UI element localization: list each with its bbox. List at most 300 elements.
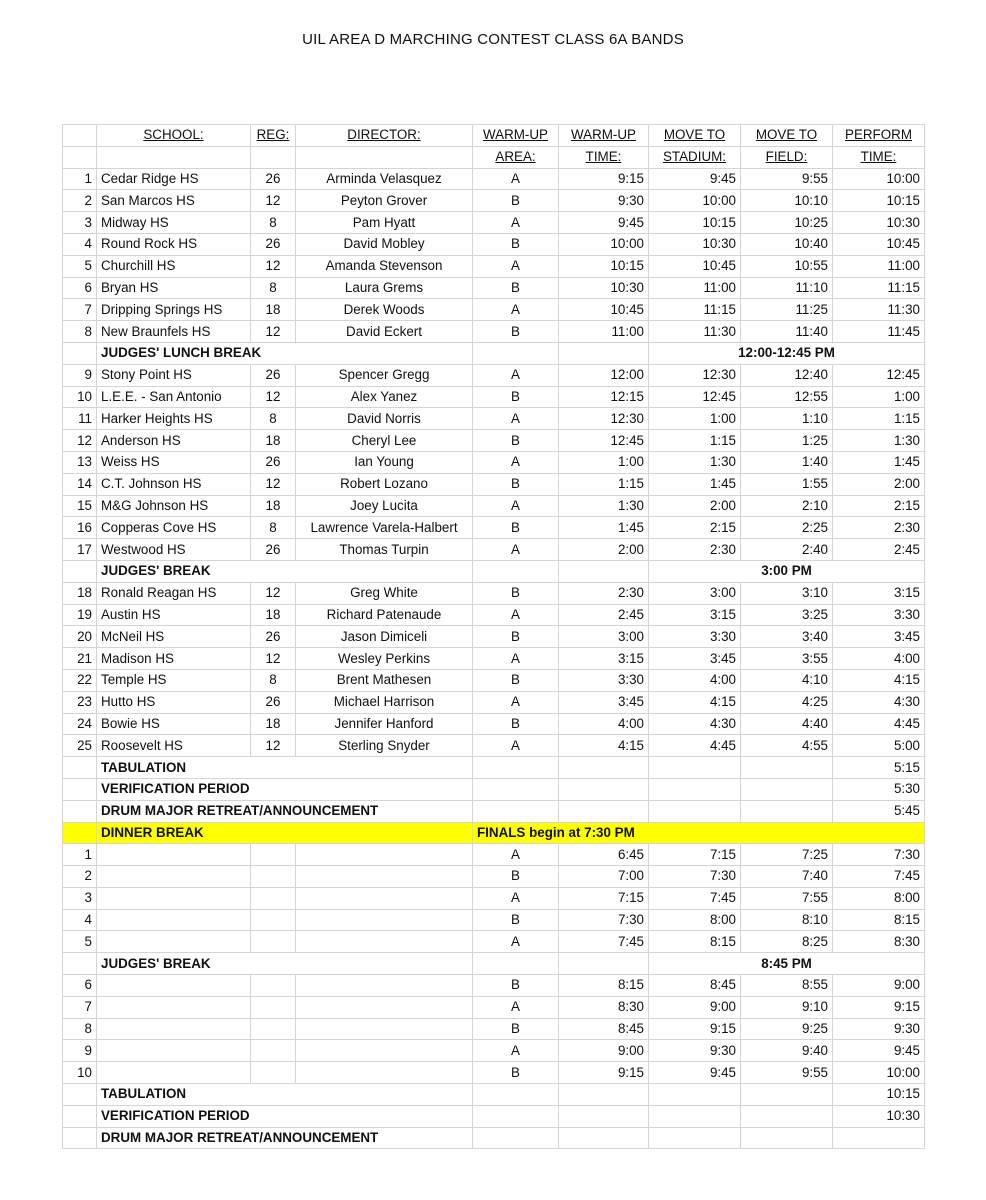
row-number: 18: [63, 582, 97, 604]
move-to-stadium-cell: 10:00: [649, 190, 741, 212]
director-cell: Laura Grems: [296, 277, 473, 299]
move-to-field-cell: 11:25: [741, 299, 833, 321]
warmup-area-cell: A: [473, 735, 559, 757]
director-cell: Jason Dimiceli: [296, 626, 473, 648]
warmup-area-cell: B: [473, 669, 559, 691]
school-cell: Anderson HS: [97, 430, 251, 452]
warmup-area-cell: A: [473, 931, 559, 953]
move-to-field-cell: 1:40: [741, 451, 833, 473]
warmup-area-cell: A: [473, 996, 559, 1018]
reg-cell: [251, 887, 296, 909]
move-to-stadium-cell: 12:45: [649, 386, 741, 408]
dinner-break-label: DINNER BREAK: [97, 822, 473, 844]
reg-cell: 12: [251, 190, 296, 212]
table-row: [63, 190, 925, 212]
warmup-time-cell: 4:15: [559, 735, 649, 757]
move-to-field-cell: 8:25: [741, 931, 833, 953]
reg-cell: 26: [251, 539, 296, 561]
row-number: 7: [63, 299, 97, 321]
move-to-field-cell: 3:40: [741, 626, 833, 648]
school-cell: [97, 844, 251, 866]
director-cell: [296, 1062, 473, 1084]
warmup-area-cell: A: [473, 168, 559, 190]
director-cell: Derek Woods: [296, 299, 473, 321]
move-to-field-cell: 10:40: [741, 233, 833, 255]
row-number: 15: [63, 495, 97, 517]
perform-time-cell: 9:15: [833, 996, 925, 1018]
move-to-field-cell: 4:55: [741, 735, 833, 757]
school-cell: [97, 1040, 251, 1062]
move-to-stadium-cell: 9:00: [649, 996, 741, 1018]
perform-time-cell: 4:15: [833, 669, 925, 691]
reg-cell: 26: [251, 451, 296, 473]
warmup-area-cell: A: [473, 648, 559, 670]
table-row: [63, 212, 925, 234]
perform-time-cell: 11:00: [833, 255, 925, 277]
empty-cell: [741, 1084, 833, 1106]
perform-time-cell: 10:00: [833, 168, 925, 190]
warmup-time-cell: 8:15: [559, 975, 649, 997]
school-cell: Madison HS: [97, 648, 251, 670]
move-to-field-cell: 11:40: [741, 321, 833, 343]
perform-time-cell: [833, 1127, 925, 1149]
move-to-field-cell: 10:10: [741, 190, 833, 212]
warmup-time-cell: 12:00: [559, 364, 649, 386]
table-row: [63, 430, 925, 452]
empty-cell: [63, 757, 97, 779]
table-row: [63, 669, 925, 691]
school-cell: Ronald Reagan HS: [97, 582, 251, 604]
header-row-1: [63, 125, 925, 147]
row-number: 8: [63, 321, 97, 343]
break-label: JUDGES' BREAK: [97, 560, 473, 582]
reg-cell: 12: [251, 473, 296, 495]
school-cell: San Marcos HS: [97, 190, 251, 212]
warmup-area-cell: A: [473, 604, 559, 626]
header-cell: [296, 146, 473, 168]
move-to-stadium-cell: 3:00: [649, 582, 741, 604]
warmup-area-cell: B: [473, 233, 559, 255]
warmup-time-cell: 9:45: [559, 212, 649, 234]
break-row: [63, 560, 925, 582]
move-to-stadium-cell: 8:45: [649, 975, 741, 997]
move-to-stadium-cell: 9:45: [649, 1062, 741, 1084]
perform-time-cell: 10:15: [833, 1084, 925, 1106]
move-to-stadium-cell: 2:30: [649, 539, 741, 561]
school-cell: Austin HS: [97, 604, 251, 626]
header-cell: [63, 146, 97, 168]
warmup-time-cell: 1:15: [559, 473, 649, 495]
move-to-field-cell: 11:10: [741, 277, 833, 299]
move-to-stadium-cell: 4:15: [649, 691, 741, 713]
header-perform-time: PERFORM: [833, 125, 925, 147]
row-number: 12: [63, 430, 97, 452]
school-cell: Bowie HS: [97, 713, 251, 735]
empty-cell: [741, 800, 833, 822]
empty-cell: [741, 757, 833, 779]
warmup-area-cell: B: [473, 582, 559, 604]
table-row: [63, 844, 925, 866]
row-number: 10: [63, 386, 97, 408]
warmup-area-cell: A: [473, 255, 559, 277]
empty-cell: [63, 1084, 97, 1106]
warmup-time-cell: 3:30: [559, 669, 649, 691]
warmup-time-cell: 7:30: [559, 909, 649, 931]
move-to-stadium-cell: 7:30: [649, 866, 741, 888]
row-number: 4: [63, 233, 97, 255]
school-cell: Weiss HS: [97, 451, 251, 473]
page-title: UIL AREA D MARCHING CONTEST CLASS 6A BANDS: [302, 31, 684, 48]
table-row: [63, 735, 925, 757]
header-time-perform: TIME:: [833, 146, 925, 168]
perform-time-cell: 2:45: [833, 539, 925, 561]
empty-cell: [741, 1127, 833, 1149]
event-row: [63, 1084, 925, 1106]
dinner-break-row: [63, 822, 925, 844]
warmup-time-cell: 9:15: [559, 168, 649, 190]
director-cell: Sterling Snyder: [296, 735, 473, 757]
empty-cell: [473, 778, 559, 800]
director-cell: Jennifer Hanford: [296, 713, 473, 735]
row-number: 6: [63, 277, 97, 299]
move-to-stadium-cell: 4:45: [649, 735, 741, 757]
row-number: 7: [63, 996, 97, 1018]
reg-cell: 12: [251, 648, 296, 670]
warmup-area-cell: A: [473, 691, 559, 713]
perform-time-cell: 3:15: [833, 582, 925, 604]
empty-cell: [559, 560, 649, 582]
warmup-time-cell: 9:15: [559, 1062, 649, 1084]
move-to-field-cell: 3:25: [741, 604, 833, 626]
move-to-stadium-cell: 1:30: [649, 451, 741, 473]
empty-cell: [649, 757, 741, 779]
empty-cell: [63, 822, 97, 844]
empty-cell: [473, 800, 559, 822]
row-number: 20: [63, 626, 97, 648]
move-to-stadium-cell: 1:45: [649, 473, 741, 495]
table-row: [63, 604, 925, 626]
table-row: [63, 386, 925, 408]
move-to-field-cell: 3:10: [741, 582, 833, 604]
school-cell: McNeil HS: [97, 626, 251, 648]
table-row: [63, 1040, 925, 1062]
move-to-stadium-cell: 11:15: [649, 299, 741, 321]
move-to-field-cell: 9:25: [741, 1018, 833, 1040]
move-to-stadium-cell: 1:15: [649, 430, 741, 452]
director-cell: [296, 931, 473, 953]
table-row: [63, 582, 925, 604]
perform-time-cell: 5:45: [833, 800, 925, 822]
table-row: [63, 931, 925, 953]
director-cell: David Eckert: [296, 321, 473, 343]
reg-cell: 8: [251, 517, 296, 539]
move-to-field-cell: 12:55: [741, 386, 833, 408]
school-cell: [97, 996, 251, 1018]
director-cell: Michael Harrison: [296, 691, 473, 713]
warmup-area-cell: B: [473, 1062, 559, 1084]
reg-cell: 18: [251, 495, 296, 517]
row-number: 9: [63, 364, 97, 386]
header-cell: [63, 125, 97, 147]
move-to-stadium-cell: 8:15: [649, 931, 741, 953]
row-number: 16: [63, 517, 97, 539]
table-row: [63, 626, 925, 648]
reg-cell: 12: [251, 386, 296, 408]
perform-time-cell: 12:45: [833, 364, 925, 386]
reg-cell: 18: [251, 430, 296, 452]
break-time: 12:00-12:45 PM: [649, 342, 925, 364]
move-to-stadium-cell: 3:15: [649, 604, 741, 626]
director-cell: Thomas Turpin: [296, 539, 473, 561]
row-number: 14: [63, 473, 97, 495]
director-cell: Greg White: [296, 582, 473, 604]
move-to-stadium-cell: 4:00: [649, 669, 741, 691]
warmup-time-cell: 12:30: [559, 408, 649, 430]
table-row: [63, 299, 925, 321]
break-label: JUDGES' BREAK: [97, 953, 473, 975]
perform-time-cell: 10:30: [833, 212, 925, 234]
table-row: [63, 648, 925, 670]
table-row: [63, 866, 925, 888]
school-cell: Copperas Cove HS: [97, 517, 251, 539]
reg-cell: [251, 909, 296, 931]
header-move-to-stadium: MOVE TO: [649, 125, 741, 147]
empty-cell: [559, 757, 649, 779]
event-label: VERIFICATION PERIOD: [97, 778, 473, 800]
break-row: [63, 953, 925, 975]
empty-cell: [63, 800, 97, 822]
reg-cell: 12: [251, 321, 296, 343]
event-row: [63, 778, 925, 800]
director-cell: Alex Yanez: [296, 386, 473, 408]
empty-cell: [473, 1084, 559, 1106]
move-to-stadium-cell: 10:45: [649, 255, 741, 277]
row-number: 2: [63, 866, 97, 888]
warmup-area-cell: A: [473, 408, 559, 430]
row-number: 5: [63, 931, 97, 953]
row-number: 19: [63, 604, 97, 626]
perform-time-cell: 2:30: [833, 517, 925, 539]
school-cell: [97, 1062, 251, 1084]
perform-time-cell: 11:45: [833, 321, 925, 343]
warmup-time-cell: 10:15: [559, 255, 649, 277]
perform-time-cell: 1:45: [833, 451, 925, 473]
table-row: [63, 713, 925, 735]
school-cell: Roosevelt HS: [97, 735, 251, 757]
table-row: [63, 909, 925, 931]
row-number: 13: [63, 451, 97, 473]
school-cell: Cedar Ridge HS: [97, 168, 251, 190]
empty-cell: [63, 342, 97, 364]
table-row: [63, 473, 925, 495]
reg-cell: 26: [251, 626, 296, 648]
reg-cell: 8: [251, 277, 296, 299]
move-to-field-cell: 4:40: [741, 713, 833, 735]
reg-cell: [251, 1040, 296, 1062]
empty-cell: [473, 1127, 559, 1149]
director-cell: Robert Lozano: [296, 473, 473, 495]
warmup-area-cell: B: [473, 321, 559, 343]
table-row: [63, 408, 925, 430]
header-director: DIRECTOR:: [296, 125, 473, 147]
school-cell: [97, 909, 251, 931]
break-label: JUDGES' LUNCH BREAK: [97, 342, 473, 364]
warmup-time-cell: 6:45: [559, 844, 649, 866]
move-to-field-cell: 1:25: [741, 430, 833, 452]
reg-cell: [251, 975, 296, 997]
header-warmup-area: WARM-UP: [473, 125, 559, 147]
header-move-to-field: MOVE TO: [741, 125, 833, 147]
school-cell: Churchill HS: [97, 255, 251, 277]
warmup-area-cell: B: [473, 1018, 559, 1040]
warmup-area-cell: A: [473, 299, 559, 321]
table-row: [63, 539, 925, 561]
warmup-area-cell: B: [473, 626, 559, 648]
reg-cell: [251, 866, 296, 888]
empty-cell: [559, 778, 649, 800]
move-to-field-cell: 2:10: [741, 495, 833, 517]
empty-cell: [63, 560, 97, 582]
school-cell: Midway HS: [97, 212, 251, 234]
empty-cell: [559, 953, 649, 975]
director-cell: [296, 909, 473, 931]
director-cell: Amanda Stevenson: [296, 255, 473, 277]
warmup-area-cell: A: [473, 1040, 559, 1062]
reg-cell: 8: [251, 408, 296, 430]
move-to-stadium-cell: 8:00: [649, 909, 741, 931]
warmup-area-cell: B: [473, 190, 559, 212]
perform-time-cell: 7:30: [833, 844, 925, 866]
move-to-field-cell: 8:55: [741, 975, 833, 997]
header-warmup-time: WARM-UP: [559, 125, 649, 147]
move-to-stadium-cell: 9:30: [649, 1040, 741, 1062]
event-label: VERIFICATION PERIOD: [97, 1105, 473, 1127]
warmup-area-cell: B: [473, 430, 559, 452]
warmup-area-cell: B: [473, 866, 559, 888]
move-to-stadium-cell: 10:15: [649, 212, 741, 234]
perform-time-cell: 1:15: [833, 408, 925, 430]
reg-cell: 18: [251, 604, 296, 626]
header-row-2: [63, 146, 925, 168]
director-cell: Pam Hyatt: [296, 212, 473, 234]
move-to-field-cell: 9:55: [741, 1062, 833, 1084]
perform-time-cell: 9:30: [833, 1018, 925, 1040]
warmup-area-cell: B: [473, 473, 559, 495]
reg-cell: [251, 931, 296, 953]
school-cell: Stony Point HS: [97, 364, 251, 386]
table-row: [63, 233, 925, 255]
warmup-time-cell: 10:45: [559, 299, 649, 321]
event-label: TABULATION: [97, 757, 473, 779]
director-cell: [296, 975, 473, 997]
reg-cell: 26: [251, 233, 296, 255]
row-number: 1: [63, 168, 97, 190]
table-row: [63, 321, 925, 343]
empty-cell: [559, 800, 649, 822]
perform-time-cell: 8:00: [833, 887, 925, 909]
warmup-time-cell: 2:30: [559, 582, 649, 604]
move-to-field-cell: 2:25: [741, 517, 833, 539]
warmup-time-cell: 4:00: [559, 713, 649, 735]
perform-time-cell: 2:00: [833, 473, 925, 495]
perform-time-cell: 10:00: [833, 1062, 925, 1084]
director-cell: [296, 996, 473, 1018]
move-to-stadium-cell: 1:00: [649, 408, 741, 430]
director-cell: [296, 866, 473, 888]
move-to-field-cell: 10:55: [741, 255, 833, 277]
school-cell: L.E.E. - San Antonio: [97, 386, 251, 408]
reg-cell: [251, 1062, 296, 1084]
perform-time-cell: 4:00: [833, 648, 925, 670]
warmup-area-cell: A: [473, 539, 559, 561]
perform-time-cell: 11:30: [833, 299, 925, 321]
warmup-area-cell: B: [473, 517, 559, 539]
perform-time-cell: 2:15: [833, 495, 925, 517]
table-row: [63, 1062, 925, 1084]
schedule-body: [63, 125, 925, 1149]
row-number: 3: [63, 212, 97, 234]
table-row: [63, 691, 925, 713]
header-reg: REG:: [251, 125, 296, 147]
reg-cell: 8: [251, 212, 296, 234]
director-cell: Spencer Gregg: [296, 364, 473, 386]
table-row: [63, 168, 925, 190]
empty-cell: [559, 1084, 649, 1106]
move-to-field-cell: 12:40: [741, 364, 833, 386]
school-cell: Hutto HS: [97, 691, 251, 713]
warmup-area-cell: B: [473, 909, 559, 931]
row-number: 6: [63, 975, 97, 997]
row-number: 4: [63, 909, 97, 931]
reg-cell: 26: [251, 691, 296, 713]
warmup-time-cell: 7:00: [559, 866, 649, 888]
empty-cell: [473, 342, 559, 364]
event-label: DRUM MAJOR RETREAT/ANNOUNCEMENT: [97, 800, 473, 822]
warmup-area-cell: A: [473, 364, 559, 386]
warmup-time-cell: 1:30: [559, 495, 649, 517]
event-label: DRUM MAJOR RETREAT/ANNOUNCEMENT: [97, 1127, 473, 1149]
empty-cell: [741, 1105, 833, 1127]
warmup-time-cell: 2:00: [559, 539, 649, 561]
director-cell: Wesley Perkins: [296, 648, 473, 670]
perform-time-cell: 10:45: [833, 233, 925, 255]
perform-time-cell: 11:15: [833, 277, 925, 299]
perform-time-cell: 1:30: [833, 430, 925, 452]
move-to-stadium-cell: 2:00: [649, 495, 741, 517]
row-number: 17: [63, 539, 97, 561]
header-school: SCHOOL:: [97, 125, 251, 147]
move-to-stadium-cell: 11:30: [649, 321, 741, 343]
empty-cell: [473, 1105, 559, 1127]
director-cell: [296, 1018, 473, 1040]
move-to-stadium-cell: 11:00: [649, 277, 741, 299]
empty-cell: [63, 778, 97, 800]
director-cell: David Norris: [296, 408, 473, 430]
warmup-time-cell: 9:00: [559, 1040, 649, 1062]
move-to-field-cell: 7:25: [741, 844, 833, 866]
school-cell: Dripping Springs HS: [97, 299, 251, 321]
row-number: 5: [63, 255, 97, 277]
school-cell: [97, 866, 251, 888]
table-row: [63, 1018, 925, 1040]
perform-time-cell: 3:30: [833, 604, 925, 626]
table-row: [63, 451, 925, 473]
row-number: 23: [63, 691, 97, 713]
warmup-time-cell: 12:15: [559, 386, 649, 408]
warmup-area-cell: B: [473, 277, 559, 299]
perform-time-cell: 8:15: [833, 909, 925, 931]
warmup-area-cell: A: [473, 495, 559, 517]
